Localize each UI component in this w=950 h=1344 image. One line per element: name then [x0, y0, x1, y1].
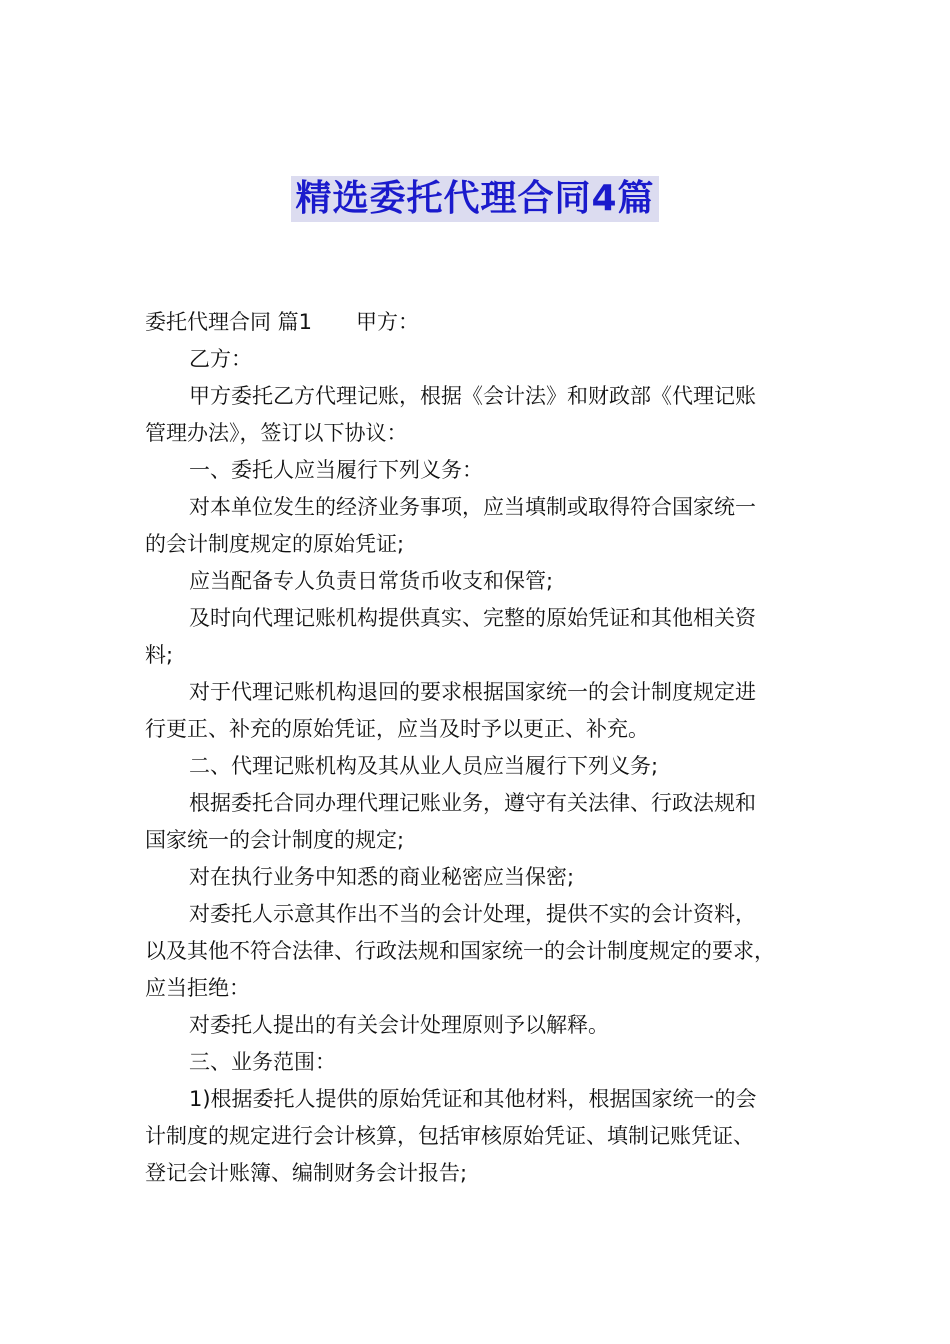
- text-line: 对于代理记账机构退回的要求根据国家统一的会计制度规定进: [189, 680, 756, 704]
- text-line: 料;: [145, 643, 174, 667]
- text-line: 行更正、补充的原始凭证，应当及时予以更正、补充。: [145, 717, 649, 741]
- heading-line: [145, 304, 825, 341]
- text-line: 的会计制度规定的原始凭证;: [145, 532, 405, 556]
- text-line: 对委托人示意其作出不当的会计处理，提供不实的会计资料，: [189, 902, 756, 926]
- text-line: 管理办法》，签订以下协议：: [145, 421, 408, 445]
- text-line: 对委托人提出的有关会计处理原则予以解释。: [189, 1013, 609, 1037]
- text-line: 根据委托合同办理代理记账业务，遵守有关法律、行政法规和: [189, 791, 756, 815]
- text-line: 对在执行业务中知悉的商业秘密应当保密;: [189, 865, 575, 889]
- heading-part1: 委托代理合同 篇1: [145, 310, 313, 334]
- text-line: 登记会计账簿、编制财务会计报告;: [145, 1161, 468, 1185]
- text-line: 及时向代理记账机构提供真实、完整的原始凭证和其他相关资: [189, 606, 756, 630]
- text-line: 计制度的规定进行会计核算，包括审核原始凭证、填制记账凭证、: [145, 1124, 754, 1148]
- document-title: 精选委托代理合同4篇: [291, 176, 658, 222]
- text-line: 乙方：: [189, 347, 252, 371]
- text-line: 应当配备专人负责日常货币收支和保管;: [189, 569, 554, 593]
- text-line: 一、委托人应当履行下列义务：: [189, 458, 483, 482]
- heading-part2: 甲方：: [356, 310, 420, 334]
- text-line: 应当拒绝：: [145, 976, 250, 1000]
- document-body: [145, 304, 825, 1192]
- text-line: 二、代理记账机构及其从业人员应当履行下列义务;: [189, 754, 659, 778]
- text-line: 甲方委托乙方代理记账，根据《会计法》和财政部《代理记账: [189, 384, 756, 408]
- text-line: 三、业务范围：: [189, 1050, 336, 1074]
- text-line: 国家统一的会计制度的规定;: [145, 828, 405, 852]
- text-line: 以及其他不符合法律、行政法规和国家统一的会计制度规定的要求，: [145, 939, 775, 963]
- text-line: 1)根据委托人提供的原始凭证和其他材料，根据国家统一的会: [189, 1087, 757, 1111]
- text-line: 对本单位发生的经济业务事项，应当填制或取得符合国家统一: [189, 495, 756, 519]
- title-container: [0, 176, 950, 222]
